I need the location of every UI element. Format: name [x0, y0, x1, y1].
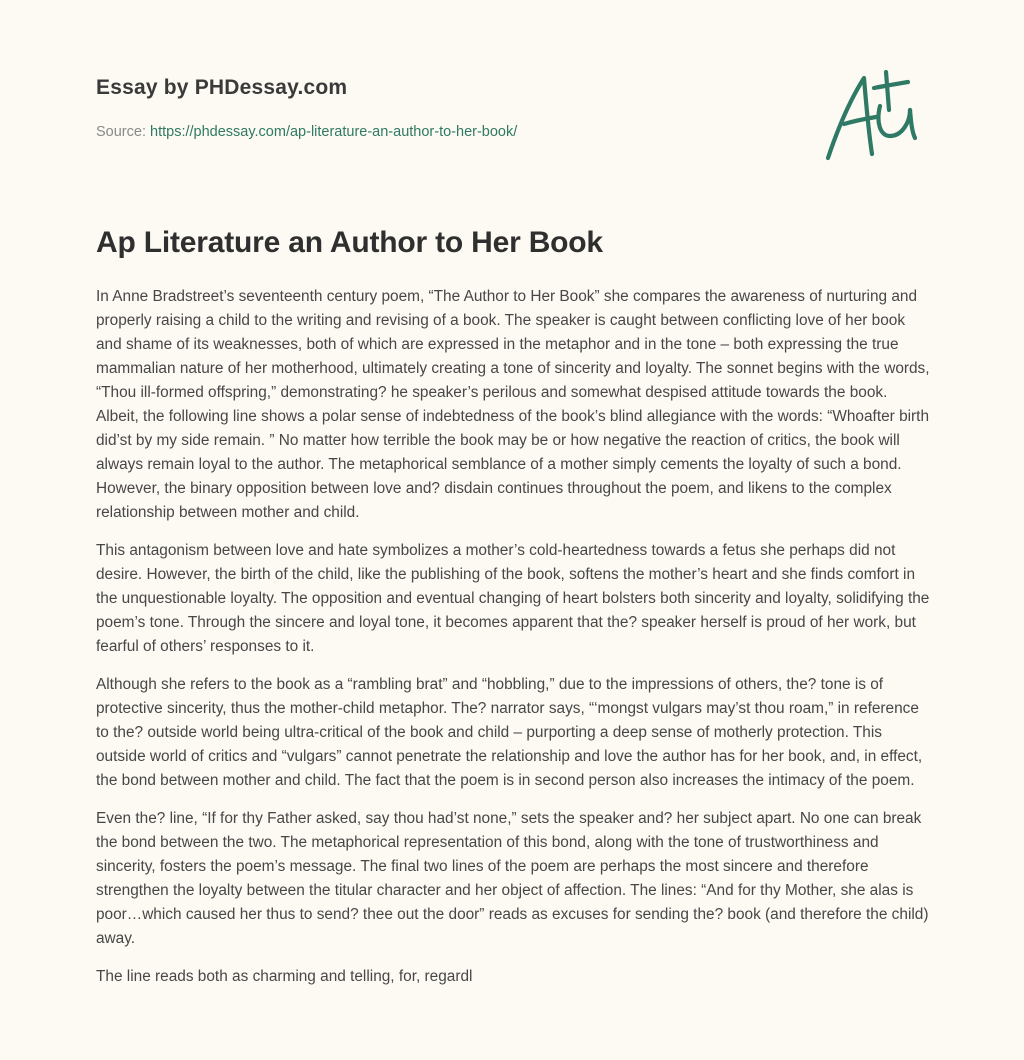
- essay-paragraph: Although she refers to the book as a “rambling brat” and “hobbling,” due to the impressions of others, the? tone is of protective sincerity, thus the mother-child metaphor. The? narrator says, “‘mongst vulgars may’st thou roam,” in reference to the? outside world being ultra-critical of the book and child – purporting a deep sense of motherly protection. This outside world of critics and “vulgars” cannot penetrate the relationship and love the author has for her book, and, in effect, the bond between mother and child. The fact that the poem is in second person also increases the intimacy of the poem.: [96, 676, 923, 789]
- site-title: Essay by PHDessay.com: [96, 76, 348, 99]
- a-plus-logo-icon: [820, 66, 930, 166]
- page-header: [96, 76, 796, 140]
- essay-paragraph: In Anne Bradstreet’s seventeenth century poem, “The Author to Her Book” she compares the awareness of nurturing and properly raising a child to the writing and revising of a book. The speaker is caught between conflicting love of her book and shame of its weaknesses, both of which are expressed in the metaphor and in the tone – both expressing the true mammalian nature of her motherhood, ultimately creating a tone of sincerity and loyalty. The sonnet begins with the words, “Thou ill-formed offspring,” demonstrating? he speaker’s perilous and somewhat despised attitude towards the book. Albeit, the following line shows a polar sense of indebtedness of the book’s blind allegiance with the words: “Whoafter birth did’st by my side remain. ” No matter how terrible the book may be or how negative the reaction of critics, the book will always remain loyal to the author. The metaphorical semblance of a mother simply cements the loyalty of such a bond. However, the binary opposition between love and? disdain continues throughout the poem, and likens to the complex relationship between mother and child.: [96, 288, 930, 521]
- source-label: Source:: [96, 124, 146, 140]
- source-line: [96, 124, 796, 140]
- essay-title: Ap Literature an Author to Her Book: [96, 226, 603, 259]
- essay-paragraph: The line reads both as charming and telling, for, regardl: [96, 968, 473, 985]
- source-link[interactable]: https://phdessay.com/ap-literature-an-author-to-her-book/: [150, 124, 518, 140]
- essay-paragraph: This antagonism between love and hate symbolizes a mother’s cold-heartedness towards a fetus she perhaps did not desire. However, the birth of the child, like the publishing of the book, softens the mother’s heart and she finds comfort in the unquestionable loyalty. The opposition and eventual changing of heart bolsters both sincerity and loyalty, solidifying the poem’s tone. Through the sincere and loyal tone, it becomes apparent that the? speaker herself is proud of her work, but fearful of others’ responses to it.: [96, 542, 930, 655]
- essay-body: [96, 285, 930, 1003]
- essay-paragraph: Even the? line, “If for thy Father asked, say thou had’st none,” sets the speaker and? her subject apart. No one can break the bond between the two. The metaphorical representation of this bond, along with the tone of trustworthiness and sincerity, fosters the poem’s message. The final two lines of the poem are perhaps the most sincere and therefore strengthen the loyalty between the titular character and her object of affection. The lines: “And for thy Mother, she alas is poor…which caused her thus to send? thee out the door” reads as excuses for sending the? book (and therefore the child) away.: [96, 810, 929, 947]
